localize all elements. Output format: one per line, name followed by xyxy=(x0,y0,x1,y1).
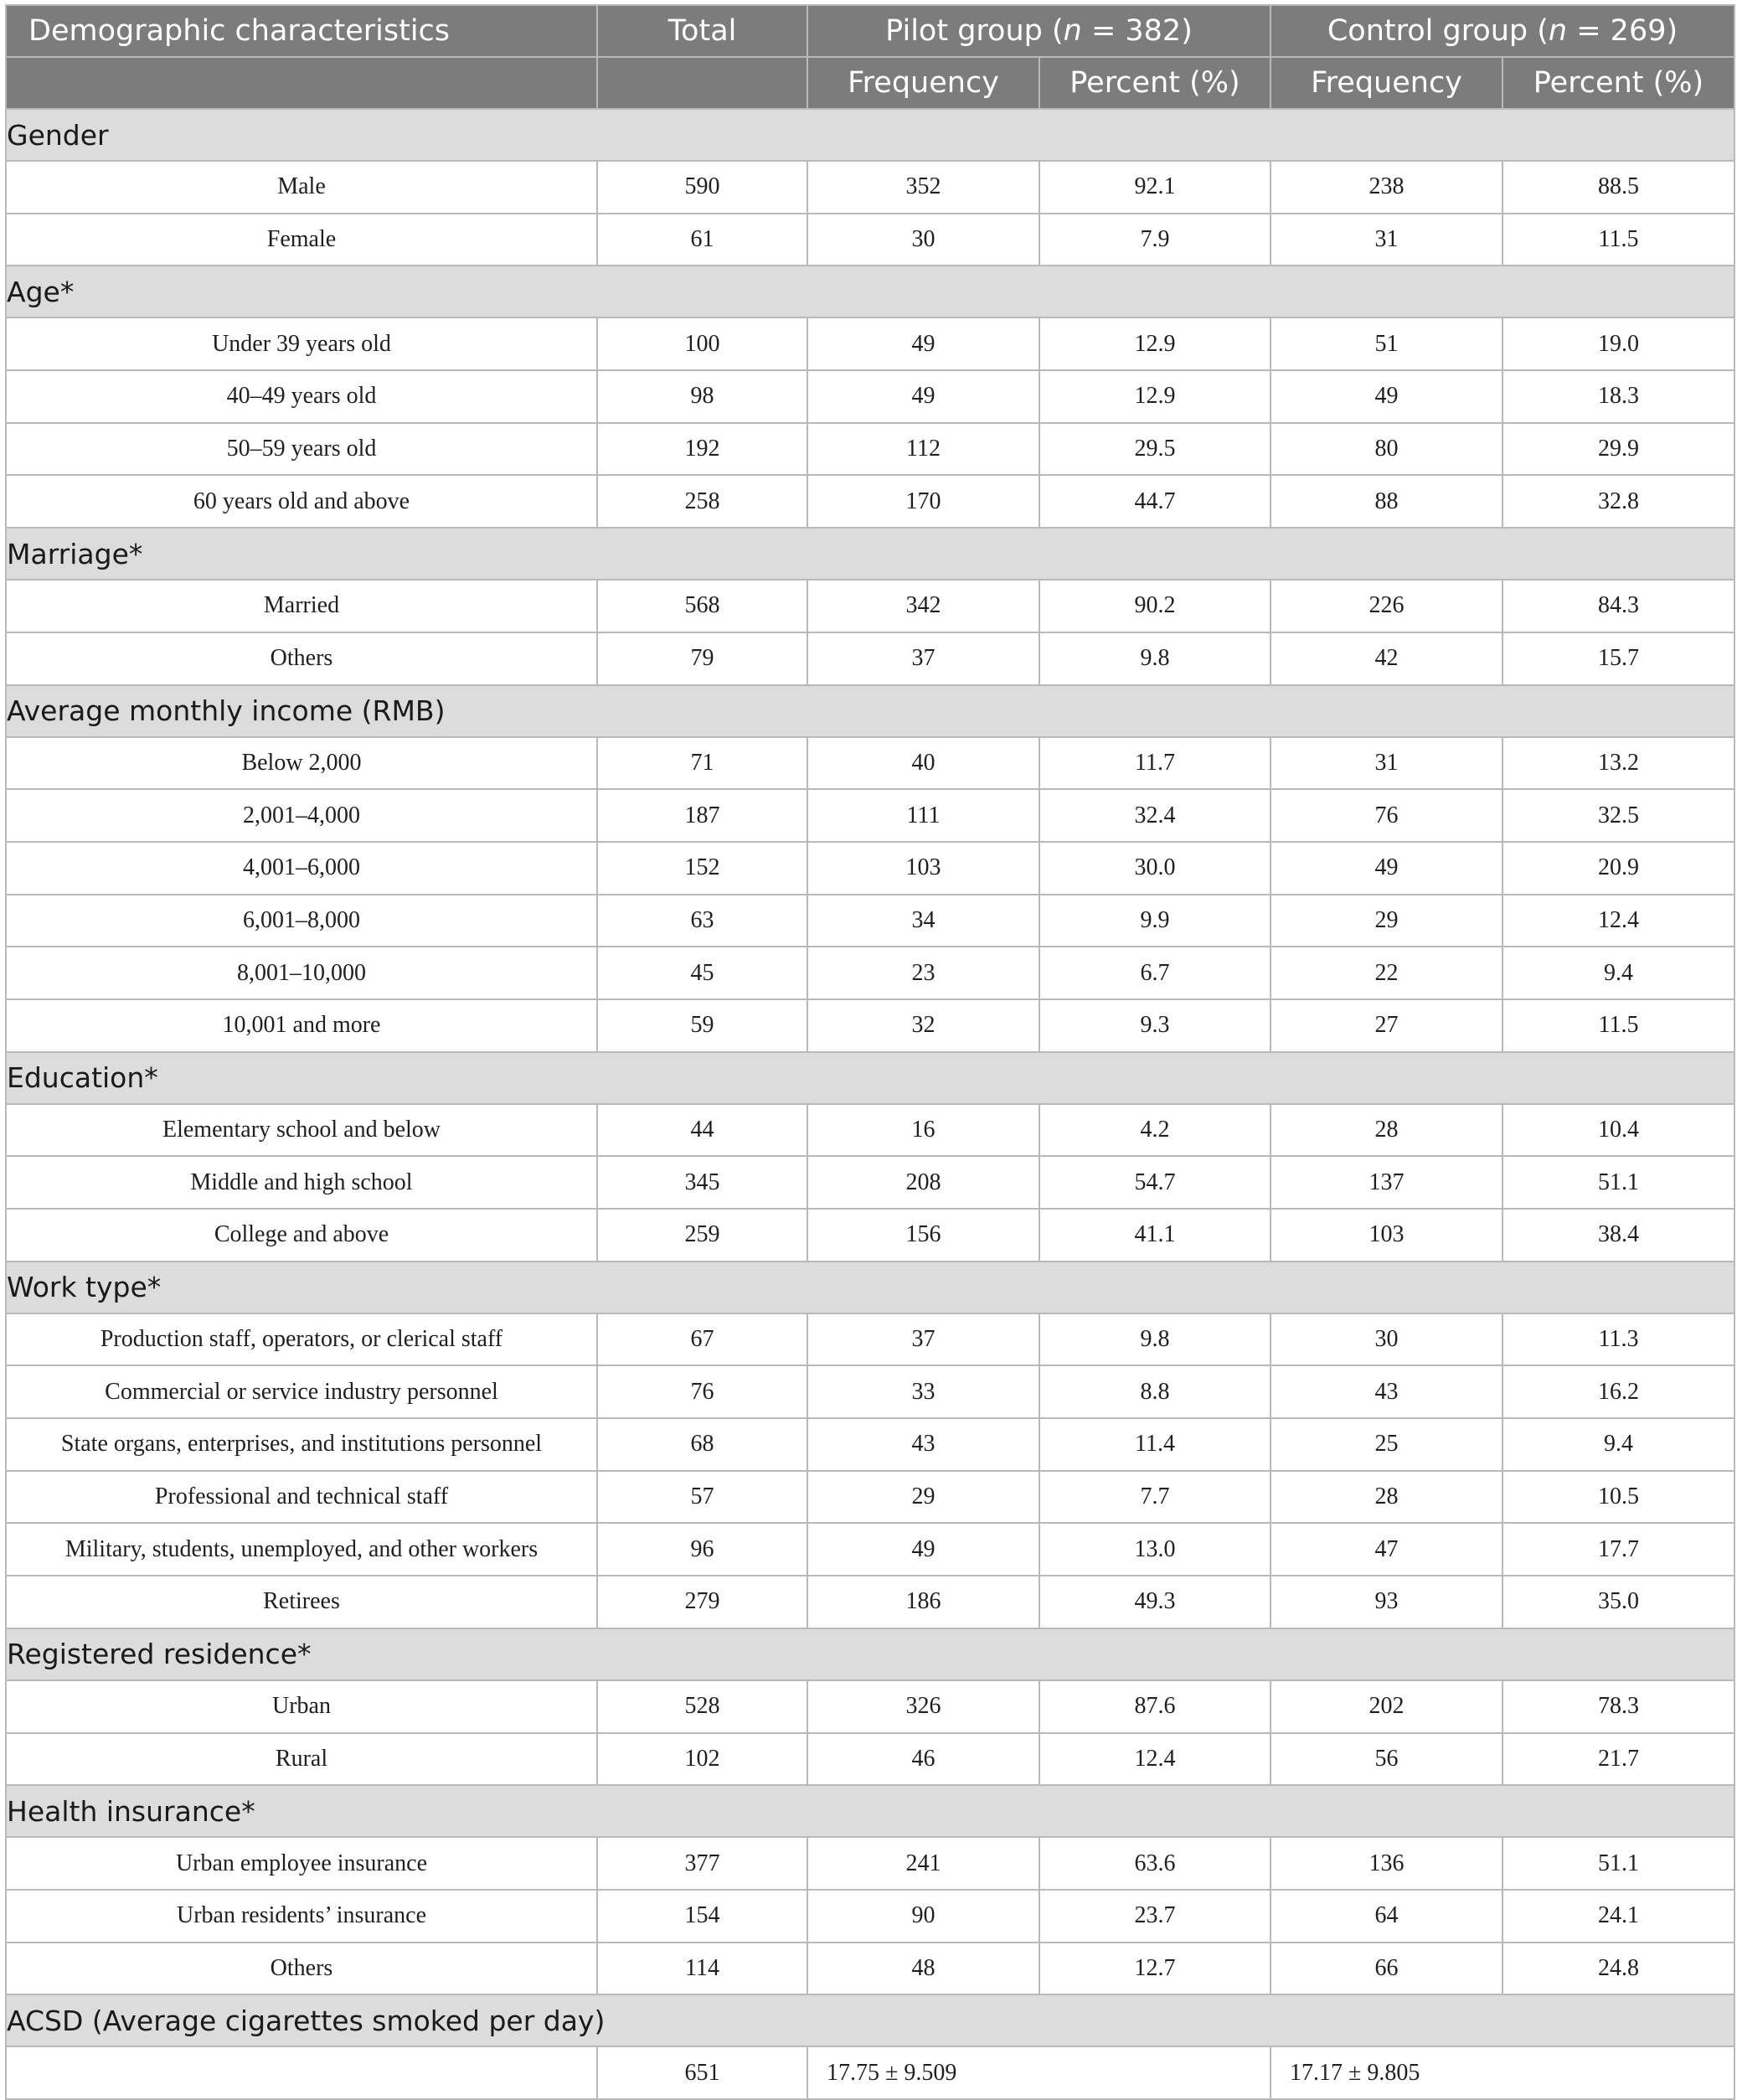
total-cell: 154 xyxy=(597,1890,807,1943)
section-title: Education* xyxy=(6,1052,1734,1104)
control-frequency-cell: 226 xyxy=(1271,580,1502,632)
total-cell: 96 xyxy=(597,1523,807,1576)
control-frequency-cell: 136 xyxy=(1271,1837,1502,1890)
total-cell: 57 xyxy=(597,1471,807,1524)
pilot-frequency-cell: 40 xyxy=(807,737,1039,790)
demographics-table xyxy=(5,4,1735,2100)
pilot-percent-cell: 29.5 xyxy=(1039,423,1271,476)
section-row xyxy=(6,1785,1734,1837)
pilot-percent-cell: 7.7 xyxy=(1039,1471,1271,1524)
control-group-label: Control group (n = 269) xyxy=(1327,14,1678,48)
section-title: Average monthly income (RMB) xyxy=(6,685,1734,737)
total-cell: 67 xyxy=(597,1313,807,1366)
pilot-percent-cell: 9.3 xyxy=(1039,999,1271,1052)
pilot-percent-cell: 9.9 xyxy=(1039,895,1271,947)
header-row-1 xyxy=(6,5,1734,57)
total-cell: 63 xyxy=(597,895,807,947)
total-cell: 568 xyxy=(597,580,807,632)
control-frequency-cell: 103 xyxy=(1271,1209,1502,1262)
table-row xyxy=(6,789,1734,842)
control-frequency-cell: 76 xyxy=(1271,789,1502,842)
header-total: Total xyxy=(597,5,807,57)
control-frequency-cell: 88 xyxy=(1271,475,1502,528)
control-percent-cell: 88.5 xyxy=(1502,161,1734,214)
row-label: 60 years old and above xyxy=(6,475,597,528)
table-row xyxy=(6,1680,1734,1733)
header-control-frequency: Frequency xyxy=(1271,57,1502,109)
total-cell: 45 xyxy=(597,947,807,999)
acsd-pilot-value: 17.75 ± 9.509 xyxy=(807,2046,1271,2099)
table-row xyxy=(6,161,1734,214)
row-label: 4,001–6,000 xyxy=(6,842,597,895)
control-frequency-cell: 31 xyxy=(1271,214,1502,266)
table-row xyxy=(6,1104,1734,1157)
pilot-frequency-cell: 208 xyxy=(807,1156,1039,1209)
pilot-frequency-cell: 34 xyxy=(807,895,1039,947)
row-label: Female xyxy=(6,214,597,266)
table-row xyxy=(6,1418,1734,1471)
header-demographic-characteristics: Demographic characteristics xyxy=(6,5,597,57)
total-cell: 102 xyxy=(597,1733,807,1786)
total-cell: 528 xyxy=(597,1680,807,1733)
row-label: State organs, enterprises, and institutions personnel xyxy=(6,1418,597,1471)
table-row xyxy=(6,1209,1734,1262)
table-row xyxy=(6,1576,1734,1628)
pilot-frequency-cell: 112 xyxy=(807,423,1039,476)
total-cell: 259 xyxy=(597,1209,807,1262)
row-label: Middle and high school xyxy=(6,1156,597,1209)
header-control-percent: Percent (%) xyxy=(1502,57,1734,109)
control-percent-cell: 9.4 xyxy=(1502,1418,1734,1471)
header-control-group xyxy=(1271,5,1734,57)
pilot-frequency-cell: 90 xyxy=(807,1890,1039,1943)
header-empty-cell xyxy=(6,57,597,109)
row-label: Below 2,000 xyxy=(6,737,597,790)
table-row xyxy=(6,895,1734,947)
pilot-percent-cell: 41.1 xyxy=(1039,1209,1271,1262)
row-label: Others xyxy=(6,1943,597,1995)
pilot-frequency-cell: 352 xyxy=(807,161,1039,214)
control-frequency-cell: 49 xyxy=(1271,842,1502,895)
control-percent-cell: 24.8 xyxy=(1502,1943,1734,1995)
row-label: 50–59 years old xyxy=(6,423,597,476)
table-row xyxy=(6,1313,1734,1366)
control-frequency-cell: 30 xyxy=(1271,1313,1502,1366)
pilot-frequency-cell: 30 xyxy=(807,214,1039,266)
acsd-total: 651 xyxy=(597,2046,807,2099)
control-percent-cell: 10.4 xyxy=(1502,1104,1734,1157)
total-cell: 258 xyxy=(597,475,807,528)
pilot-frequency-cell: 49 xyxy=(807,370,1039,423)
control-percent-cell: 11.5 xyxy=(1502,214,1734,266)
control-frequency-cell: 51 xyxy=(1271,317,1502,370)
pilot-percent-cell: 49.3 xyxy=(1039,1576,1271,1628)
total-cell: 345 xyxy=(597,1156,807,1209)
total-cell: 377 xyxy=(597,1837,807,1890)
pilot-percent-cell: 8.8 xyxy=(1039,1365,1271,1418)
row-label: Urban xyxy=(6,1680,597,1733)
control-frequency-cell: 25 xyxy=(1271,1418,1502,1471)
header-pilot-percent: Percent (%) xyxy=(1039,57,1271,109)
table-row xyxy=(6,423,1734,476)
acsd-control-value: 17.17 ± 9.805 xyxy=(1271,2046,1734,2099)
control-percent-cell: 15.7 xyxy=(1502,632,1734,685)
pilot-percent-cell: 54.7 xyxy=(1039,1156,1271,1209)
control-frequency-cell: 43 xyxy=(1271,1365,1502,1418)
control-frequency-cell: 28 xyxy=(1271,1471,1502,1524)
pilot-percent-cell: 90.2 xyxy=(1039,580,1271,632)
total-cell: 76 xyxy=(597,1365,807,1418)
table-row xyxy=(6,1943,1734,1995)
pilot-percent-cell: 23.7 xyxy=(1039,1890,1271,1943)
pilot-frequency-cell: 16 xyxy=(807,1104,1039,1157)
row-label: 10,001 and more xyxy=(6,999,597,1052)
control-frequency-cell: 47 xyxy=(1271,1523,1502,1576)
control-frequency-cell: 64 xyxy=(1271,1890,1502,1943)
total-cell: 59 xyxy=(597,999,807,1052)
pilot-percent-cell: 12.9 xyxy=(1039,370,1271,423)
table-row xyxy=(6,1523,1734,1576)
table-row xyxy=(6,370,1734,423)
pilot-frequency-cell: 43 xyxy=(807,1418,1039,1471)
table-row xyxy=(6,1365,1734,1418)
row-label: Commercial or service industry personnel xyxy=(6,1365,597,1418)
table-row xyxy=(6,317,1734,370)
pilot-percent-cell: 9.8 xyxy=(1039,1313,1271,1366)
pilot-frequency-cell: 37 xyxy=(807,1313,1039,1366)
pilot-percent-cell: 12.4 xyxy=(1039,1733,1271,1786)
row-label: 40–49 years old xyxy=(6,370,597,423)
pilot-percent-cell: 11.4 xyxy=(1039,1418,1271,1471)
section-row xyxy=(6,266,1734,317)
table-row xyxy=(6,475,1734,528)
row-label: College and above xyxy=(6,1209,597,1262)
section-row xyxy=(6,528,1734,580)
control-percent-cell: 9.4 xyxy=(1502,947,1734,999)
row-label: Male xyxy=(6,161,597,214)
total-cell: 79 xyxy=(597,632,807,685)
header-empty-cell xyxy=(597,57,807,109)
row-label: Professional and technical staff xyxy=(6,1471,597,1524)
control-percent-cell: 38.4 xyxy=(1502,1209,1734,1262)
control-percent-cell: 51.1 xyxy=(1502,1837,1734,1890)
pilot-frequency-cell: 29 xyxy=(807,1471,1039,1524)
section-title: Marriage* xyxy=(6,528,1734,580)
control-frequency-cell: 238 xyxy=(1271,161,1502,214)
row-label: 8,001–10,000 xyxy=(6,947,597,999)
row-label: Others xyxy=(6,632,597,685)
control-percent-cell: 32.8 xyxy=(1502,475,1734,528)
control-frequency-cell: 49 xyxy=(1271,370,1502,423)
section-title: ACSD (Average cigarettes smoked per day) xyxy=(6,1994,1734,2046)
control-percent-cell: 35.0 xyxy=(1502,1576,1734,1628)
control-percent-cell: 11.3 xyxy=(1502,1313,1734,1366)
pilot-percent-cell: 13.0 xyxy=(1039,1523,1271,1576)
total-cell: 192 xyxy=(597,423,807,476)
section-title: Age* xyxy=(6,266,1734,317)
table-row xyxy=(6,947,1734,999)
table-row xyxy=(6,214,1734,266)
section-row xyxy=(6,1994,1734,2046)
control-percent-cell: 20.9 xyxy=(1502,842,1734,895)
row-label: Urban employee insurance xyxy=(6,1837,597,1890)
section-row xyxy=(6,1052,1734,1104)
total-cell: 68 xyxy=(597,1418,807,1471)
control-frequency-cell: 80 xyxy=(1271,423,1502,476)
control-percent-cell: 18.3 xyxy=(1502,370,1734,423)
control-percent-cell: 51.1 xyxy=(1502,1156,1734,1209)
total-cell: 61 xyxy=(597,214,807,266)
table-row xyxy=(6,1471,1734,1524)
acsd-label xyxy=(6,2046,597,2099)
header-pilot-group xyxy=(807,5,1271,57)
table-row xyxy=(6,580,1734,632)
pilot-frequency-cell: 156 xyxy=(807,1209,1039,1262)
pilot-percent-cell: 63.6 xyxy=(1039,1837,1271,1890)
header-pilot-frequency: Frequency xyxy=(807,57,1039,109)
pilot-percent-cell: 30.0 xyxy=(1039,842,1271,895)
control-percent-cell: 19.0 xyxy=(1502,317,1734,370)
table-body xyxy=(6,109,1734,2099)
control-percent-cell: 32.5 xyxy=(1502,789,1734,842)
control-percent-cell: 10.5 xyxy=(1502,1471,1734,1524)
control-percent-cell: 78.3 xyxy=(1502,1680,1734,1733)
pilot-percent-cell: 12.7 xyxy=(1039,1943,1271,1995)
total-cell: 114 xyxy=(597,1943,807,1995)
section-title: Registered residence* xyxy=(6,1628,1734,1680)
control-percent-cell: 84.3 xyxy=(1502,580,1734,632)
table-row xyxy=(6,737,1734,790)
pilot-percent-cell: 4.2 xyxy=(1039,1104,1271,1157)
pilot-frequency-cell: 342 xyxy=(807,580,1039,632)
pilot-percent-cell: 11.7 xyxy=(1039,737,1271,790)
pilot-frequency-cell: 241 xyxy=(807,1837,1039,1890)
total-cell: 71 xyxy=(597,737,807,790)
table-row xyxy=(6,842,1734,895)
pilot-percent-cell: 92.1 xyxy=(1039,161,1271,214)
pilot-frequency-cell: 326 xyxy=(807,1680,1039,1733)
section-title: Health insurance* xyxy=(6,1785,1734,1837)
pilot-frequency-cell: 111 xyxy=(807,789,1039,842)
total-cell: 187 xyxy=(597,789,807,842)
table-row xyxy=(6,1156,1734,1209)
row-label: Elementary school and below xyxy=(6,1104,597,1157)
control-frequency-cell: 28 xyxy=(1271,1104,1502,1157)
control-frequency-cell: 202 xyxy=(1271,1680,1502,1733)
control-percent-cell: 11.5 xyxy=(1502,999,1734,1052)
pilot-frequency-cell: 48 xyxy=(807,1943,1039,1995)
total-cell: 100 xyxy=(597,317,807,370)
control-percent-cell: 12.4 xyxy=(1502,895,1734,947)
control-frequency-cell: 137 xyxy=(1271,1156,1502,1209)
table-row xyxy=(6,1890,1734,1943)
pilot-percent-cell: 44.7 xyxy=(1039,475,1271,528)
pilot-percent-cell: 9.8 xyxy=(1039,632,1271,685)
section-title: Gender xyxy=(6,109,1734,161)
table-row xyxy=(6,1837,1734,1890)
row-label: Rural xyxy=(6,1733,597,1786)
row-label: Married xyxy=(6,580,597,632)
pilot-frequency-cell: 23 xyxy=(807,947,1039,999)
total-cell: 98 xyxy=(597,370,807,423)
row-label: Military, students, unemployed, and other workers xyxy=(6,1523,597,1576)
control-percent-cell: 13.2 xyxy=(1502,737,1734,790)
pilot-percent-cell: 87.6 xyxy=(1039,1680,1271,1733)
control-frequency-cell: 42 xyxy=(1271,632,1502,685)
section-row xyxy=(6,109,1734,161)
acsd-row xyxy=(6,2046,1734,2099)
row-label: Urban residents’ insurance xyxy=(6,1890,597,1943)
pilot-frequency-cell: 103 xyxy=(807,842,1039,895)
control-frequency-cell: 31 xyxy=(1271,737,1502,790)
control-percent-cell: 17.7 xyxy=(1502,1523,1734,1576)
row-label: Production staff, operators, or clerical staff xyxy=(6,1313,597,1366)
pilot-percent-cell: 32.4 xyxy=(1039,789,1271,842)
row-label: Under 39 years old xyxy=(6,317,597,370)
row-label: Retirees xyxy=(6,1576,597,1628)
control-frequency-cell: 93 xyxy=(1271,1576,1502,1628)
pilot-frequency-cell: 32 xyxy=(807,999,1039,1052)
control-percent-cell: 29.9 xyxy=(1502,423,1734,476)
row-label: 6,001–8,000 xyxy=(6,895,597,947)
control-frequency-cell: 66 xyxy=(1271,1943,1502,1995)
control-frequency-cell: 22 xyxy=(1271,947,1502,999)
control-frequency-cell: 27 xyxy=(1271,999,1502,1052)
pilot-frequency-cell: 186 xyxy=(807,1576,1039,1628)
pilot-group-label: Pilot group (n = 382) xyxy=(885,14,1193,48)
total-cell: 44 xyxy=(597,1104,807,1157)
pilot-frequency-cell: 49 xyxy=(807,1523,1039,1576)
control-percent-cell: 24.1 xyxy=(1502,1890,1734,1943)
pilot-percent-cell: 7.9 xyxy=(1039,214,1271,266)
pilot-frequency-cell: 170 xyxy=(807,475,1039,528)
section-title: Work type* xyxy=(6,1262,1734,1313)
control-frequency-cell: 56 xyxy=(1271,1733,1502,1786)
control-frequency-cell: 29 xyxy=(1271,895,1502,947)
total-cell: 590 xyxy=(597,161,807,214)
table-row xyxy=(6,632,1734,685)
control-percent-cell: 16.2 xyxy=(1502,1365,1734,1418)
total-cell: 152 xyxy=(597,842,807,895)
section-row xyxy=(6,685,1734,737)
pilot-frequency-cell: 33 xyxy=(807,1365,1039,1418)
control-percent-cell: 21.7 xyxy=(1502,1733,1734,1786)
table-row xyxy=(6,999,1734,1052)
row-label: 2,001–4,000 xyxy=(6,789,597,842)
pilot-percent-cell: 12.9 xyxy=(1039,317,1271,370)
section-row xyxy=(6,1628,1734,1680)
pilot-frequency-cell: 46 xyxy=(807,1733,1039,1786)
pilot-frequency-cell: 49 xyxy=(807,317,1039,370)
pilot-percent-cell: 6.7 xyxy=(1039,947,1271,999)
section-row xyxy=(6,1262,1734,1313)
table-row xyxy=(6,1733,1734,1786)
pilot-frequency-cell: 37 xyxy=(807,632,1039,685)
total-cell: 279 xyxy=(597,1576,807,1628)
header-row-2 xyxy=(6,57,1734,109)
